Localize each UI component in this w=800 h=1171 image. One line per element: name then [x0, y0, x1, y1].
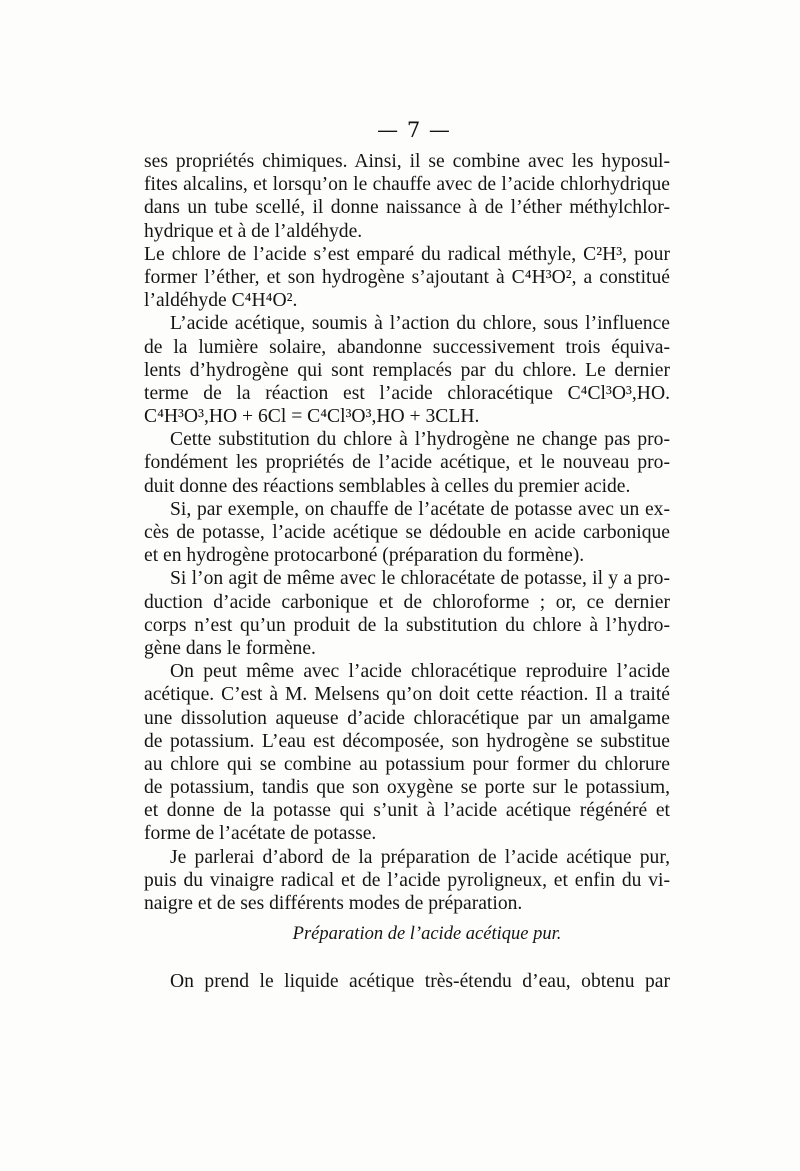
text-line: acétique. C’est à M. Melsens qu’on doit cette réaction. Il a traité	[144, 684, 670, 706]
page-number: — 7 —	[377, 118, 451, 142]
text-line: et donne de la potasse qui s’unit à l’acide acétique régénéré et	[144, 800, 670, 822]
text-line: puis du vinaigre radical et de l’acide pyroligneux, et enfin du vi-	[144, 869, 670, 891]
text-line: de la lumière solaire, abandonne successivement trois équiva-	[144, 336, 670, 358]
text-line: fites alcalins, et lorsqu’on le chauffe avec de l’acide chlorhydrique	[144, 174, 670, 196]
text-line: et en hydrogène protocarboné (préparation du formène).	[144, 545, 585, 567]
text-line: Si, par exemple, on chauffe de l’acétate de potasse avec un ex-	[170, 498, 670, 520]
text-line: Si l’on agit de même avec le chloracétate de potasse, il y a pro-	[170, 568, 670, 590]
text-line: au chlore qui se combine au potassium pour former du chlorure	[144, 753, 670, 775]
text-line: duction d’acide carbonique et de chloroforme ; or, ce dernier	[144, 591, 670, 613]
text-line: terme de la réaction est l’acide chloracétique C⁴Cl³O³,HO.	[144, 382, 670, 404]
text-line: une dissolution aqueuse d’acide chloracétique par un amalgame	[144, 707, 670, 729]
text-line: forme de l’acétate de potasse.	[144, 823, 377, 845]
text-line: On prend le liquide acétique très-étendu d’eau, obtenu par	[170, 971, 670, 992]
section-heading: Préparation de l’acide acétique pur.	[292, 924, 562, 944]
text-line: hydrique et à de l’aldéhyde.	[144, 220, 363, 242]
text-line: dans un tube scellé, il donne naissance à de l’éther méthylchlor-	[144, 197, 670, 219]
text-line: Je parlerai d’abord de la préparation de l’acide acétique pur,	[170, 846, 670, 868]
text-line: de potassium, tandis que son oxygène se porte sur le potassium,	[144, 777, 670, 799]
text-line: gène dans le formène.	[144, 637, 316, 659]
body-text	[144, 150, 670, 915]
text-line: lents d’hydrogène qui sont remplacés par du chlore. Le dernier	[144, 359, 670, 381]
text-line: de potassium. L’eau est décomposée, son hydrogène se substitue	[144, 730, 670, 752]
text-line: l’aldéhyde C⁴H⁴O².	[144, 290, 298, 312]
text-line: Cette substitution du chlore à l’hydrogène ne change pas pro-	[170, 429, 670, 451]
text-line: naigre et de ses différents modes de préparation.	[144, 893, 523, 914]
text-line: cès de potasse, l’acide acétique se dédouble en acide carbonique	[144, 522, 670, 543]
text-line: ses propriétés chimiques. Ainsi, il se combine avec les hyposul-	[144, 151, 670, 172]
text-line: On peut même avec l’acide chloracétique reproduire l’acide	[170, 661, 670, 683]
text-line: former l’éther, et son hydrogène s’ajoutant à C⁴H³O², a constitué	[144, 266, 670, 288]
text-line: corps n’est qu’un produit de la substitution du chlore à l’hydro-	[144, 614, 670, 636]
text-line: L’acide acétique, soumis à l’action du chlore, sous l’influence	[170, 313, 670, 335]
closing-paragraph	[144, 970, 670, 993]
text-line: fondément les propriétés de l’acide acétique, et le nouveau pro-	[144, 452, 670, 474]
text-line: duit donne des réactions semblables à celles du premier acide.	[144, 475, 631, 497]
text-line: C⁴H³O³,HO + 6Cl = C⁴Cl³O³,HO + 3CLH.	[144, 406, 480, 428]
text-line: Le chlore de l’acide s’est emparé du radical méthyle, C²H³, pour	[144, 243, 670, 265]
